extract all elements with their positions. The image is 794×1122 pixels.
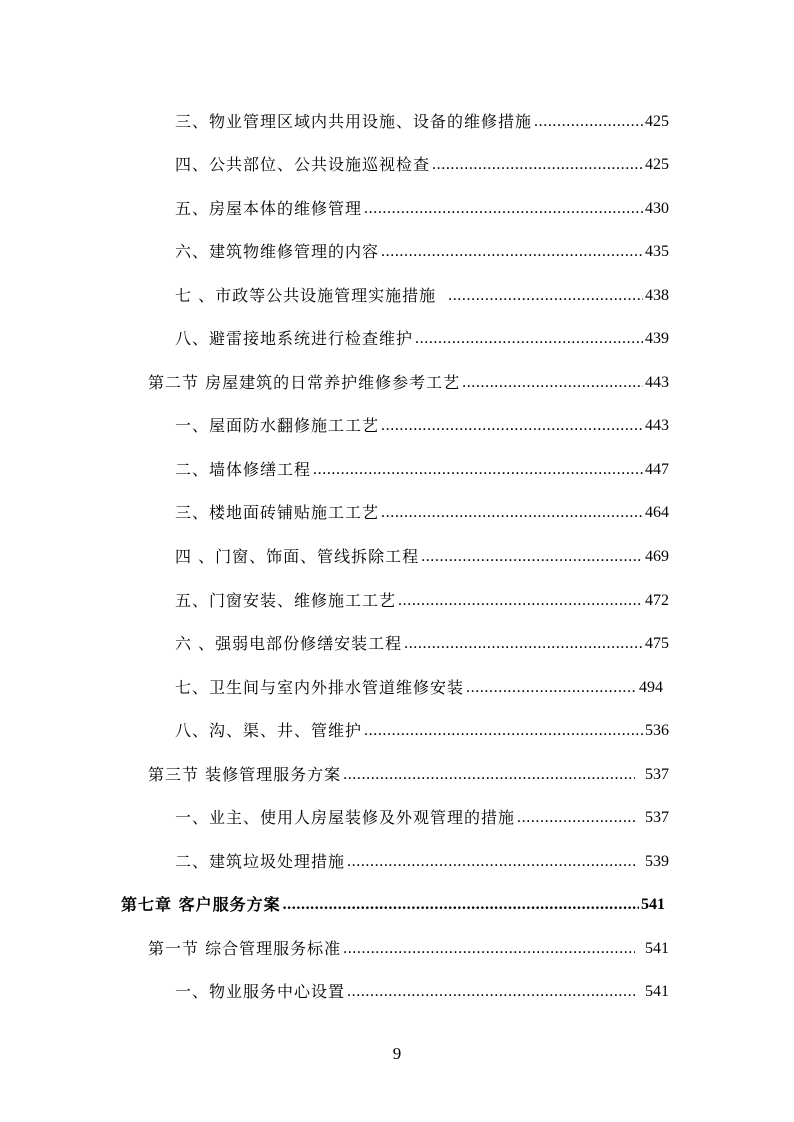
toc-leader-dots [462,373,643,393]
toc-line[interactable] [175,193,669,219]
toc-page-number: 443 [645,417,669,434]
toc-leader-dots [283,895,639,915]
toc-page-number: 539 [645,853,669,870]
page-number: 9 [392,1044,402,1063]
toc-line[interactable] [175,802,669,828]
toc-title: 六、建筑物维修管理的内容 [175,242,380,261]
toc-title: 第二节 房屋建筑的日常养护维修参考工艺 [148,373,461,392]
toc-page-number: 541 [645,940,669,957]
toc-leader-dots [466,678,637,698]
toc-leader-dots [347,982,635,1002]
toc-leader-dots [364,199,643,219]
toc-page-number: 494 [639,679,663,696]
toc-page-number: 475 [645,635,669,652]
toc-title: 四、公共部位、公共设施巡视检查 [175,155,431,174]
toc-leader-dots [364,721,643,741]
toc-line[interactable] [175,541,669,567]
toc-line[interactable] [175,497,669,523]
toc-leader-dots [432,155,643,175]
toc-line[interactable] [175,236,669,262]
toc-title: 一、业主、使用人房屋装修及外观管理的措施 [175,808,516,827]
toc-title: 七 、市政等公共设施管理实施措施 [175,286,437,305]
toc-title: 二、墙体修缮工程 [175,460,312,479]
toc-leader-dots [381,503,643,523]
toc-leader-dots [415,329,643,349]
toc-line[interactable] [175,715,669,741]
toc-line[interactable] [175,149,669,175]
toc-leader-dots [534,112,643,132]
toc-line[interactable] [121,889,665,915]
toc-page-number: 447 [645,461,669,478]
toc-leader-dots [347,852,635,872]
toc-title: 二、建筑垃圾处理措施 [175,852,346,871]
toc-page-number: 425 [645,156,669,173]
toc-leader-dots [313,460,643,480]
toc-leader-dots [517,808,635,828]
toc-line[interactable] [175,280,669,306]
toc-title: 八、避雷接地系统进行检查维护 [175,329,414,348]
toc-line[interactable] [175,323,669,349]
toc-line[interactable] [175,628,669,654]
toc-page-number: 435 [645,243,669,260]
toc-leader-dots [343,939,635,959]
toc-leader-dots [343,765,635,785]
toc-page-number: 541 [645,983,669,1000]
toc-page-number: 536 [645,722,669,739]
toc-page-number: 464 [645,504,669,521]
toc-line[interactable] [175,976,669,1002]
toc-page-number: 537 [645,809,669,826]
toc-leader-dots [398,591,643,611]
toc-line[interactable] [148,933,669,959]
toc-line[interactable] [148,759,669,785]
toc-title: 三、楼地面砖铺贴施工工艺 [175,503,380,522]
toc-title: 四 、门窗、饰面、管线拆除工程 [175,547,420,566]
toc-leader-dots [381,416,643,436]
toc-title: 三、物业管理区域内共用设施、设备的维修措施 [175,112,533,131]
toc-line[interactable] [175,846,669,872]
toc-page-number: 537 [645,766,669,783]
toc-page-number: 541 [641,896,665,913]
toc-line[interactable] [175,454,669,480]
toc-title: 一、屋面防水翻修施工工艺 [175,416,380,435]
toc-title: 一、物业服务中心设置 [175,982,346,1001]
toc-line[interactable] [175,672,663,698]
toc-title: 七、卫生间与室内外排水管道维修安装 [175,678,465,697]
toc-title: 五、房屋本体的维修管理 [175,199,363,218]
toc-page-number: 472 [645,592,669,609]
toc-page-number: 439 [645,330,669,347]
toc-title: 第一节 综合管理服务标准 [148,939,342,958]
toc-line[interactable] [148,367,669,393]
toc-page-number: 430 [645,200,669,217]
toc-page-number: 438 [645,287,669,304]
toc-title: 五、门窗安装、维修施工工艺 [175,591,397,610]
toc-page-number: 425 [645,113,669,130]
toc-line[interactable] [175,410,669,436]
toc-leader-dots [421,547,643,567]
toc-leader-dots [381,242,643,262]
toc-title: 第七章 客户服务方案 [121,895,281,914]
toc-title: 第三节 装修管理服务方案 [148,765,342,784]
toc-line[interactable] [175,585,669,611]
toc-page-number: 443 [645,374,669,391]
toc-leader-dots [404,634,643,654]
toc-title: 六 、强弱电部份修缮安装工程 [175,634,403,653]
toc-title: 八、沟、渠、井、管维护 [175,721,363,740]
toc-leader-dots [448,286,643,306]
toc-line[interactable] [175,106,669,132]
toc-page-number: 469 [645,548,669,565]
